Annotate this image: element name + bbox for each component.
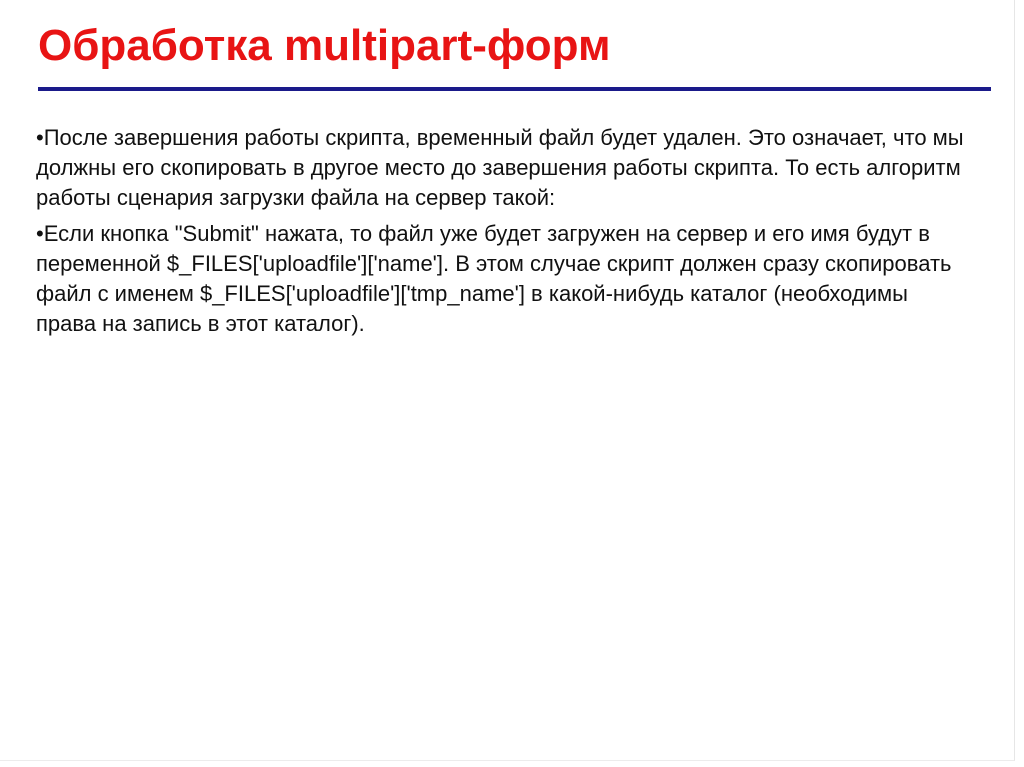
slide-title: Обработка multipart-форм — [38, 21, 611, 70]
bullet-paragraph-2: •Если кнопка "Submit" нажата, то файл уже будет загружен на сервер и его имя будут в переменной $_FILES['uploadfile']['name']. В этом случае скрипт должен сразу скопировать файл с именем $_FILES['uploadfile']['tmp_name'] в какой-нибудь каталог (необходимы права на запись в этот каталог). — [36, 221, 952, 336]
title-underline-rule — [38, 87, 991, 91]
bullet-paragraph-1: •После завершения работы скрипта, временный файл будет удален. Это означает, что мы должны его скопировать в другое место до завершения работы скрипта. То есть алгоритм работы сценария загрузки файла на сервер такой: — [36, 125, 964, 210]
slide-body — [36, 123, 966, 345]
